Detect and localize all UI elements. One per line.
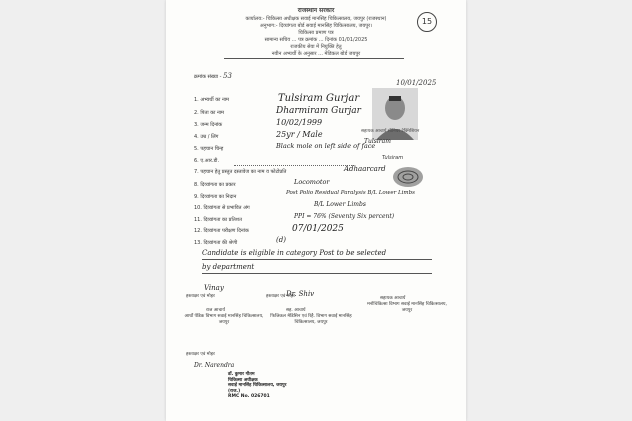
field-row xyxy=(194,156,454,166)
field-label: 6. ए.आर.डी. xyxy=(194,158,220,164)
official-seal xyxy=(228,372,288,400)
field-label: 3. जन्म दिनांक xyxy=(194,122,223,128)
header-line-5: सामान्य सचिव ... पत्र क्रमांक ... दिनांक 01/01/2025 xyxy=(264,37,368,43)
left-dept: आर्थो पेडिक विभाग सवाई मानसिंह चिकित्सालय, जयपुर xyxy=(184,314,264,325)
middle-dept: फिजिकल मेडिसिन एवं रिहै. विभाग सवाई मानसिंह चिकित्सालय, जयपुर xyxy=(270,314,352,325)
field-row xyxy=(194,120,454,130)
header-line-4: चिकित्सा प्रमाण पत्र xyxy=(298,30,334,36)
bottom-sign-label: हस्ताक्षर एवं मोहर xyxy=(186,352,215,357)
remark-line-2: by department xyxy=(202,263,255,271)
field-label: 9. दिव्यांगता का निदान xyxy=(194,194,237,200)
header-line-7: नवीन अभ्यर्थी के अनुसार ... मेडिकल बोर्ड जयपुर xyxy=(271,51,361,57)
seal-line-4: RMC No. 026701 xyxy=(228,394,270,399)
field-value: PPI = 76% (Seventy Six percent) xyxy=(294,213,395,220)
background-right xyxy=(466,0,632,421)
field-label: 11. दिव्यांगता का प्रतिशत xyxy=(194,217,242,223)
field-row xyxy=(194,108,454,118)
field-label: 5. पहचान चिन्ह xyxy=(194,146,224,152)
field-value: Post Polio Residual Paralysis B/L Lower Limbs xyxy=(286,190,415,196)
bottom-signature: Dr. Narendra xyxy=(194,362,235,369)
field-label: 12. दिव्यांगता परीक्षण दिनांक xyxy=(194,228,249,234)
seal-line-3: सवाई मानसिंह चिकित्सालय, जयपुर (राज.) xyxy=(228,383,287,394)
field-value: Locomotor xyxy=(294,178,330,186)
field-label: 7. पहचान हेतु प्रस्तुत दस्तावेज का नाम व फोटोप्रति xyxy=(194,169,287,175)
field-value: B/L Lower Limbs xyxy=(314,201,366,208)
remark-underline xyxy=(202,259,432,260)
certificate-document xyxy=(166,0,466,421)
header-line-3: अनुभाग:- दिव्यांगता बोर्ड सवाई मानसिंह चिकित्सालय, जयपुर। xyxy=(259,23,373,29)
left-signature: Vinay xyxy=(204,284,224,292)
thumb-signature: Tulsiram xyxy=(382,155,404,161)
field-label: 13. दिव्यांगता की श्रेणी xyxy=(194,240,238,246)
field-row xyxy=(194,144,454,154)
left-title: राज आचार्य xyxy=(206,308,226,313)
header-line-1: राजस्थान सरकार xyxy=(297,7,335,14)
middle-sign-label: हस्ताक्षर एवं मोहर xyxy=(266,294,295,299)
field-row xyxy=(194,203,454,213)
serial-value: 53 xyxy=(223,72,232,80)
background-left xyxy=(0,0,166,421)
thumbprint-icon xyxy=(391,166,425,188)
photo-stamp: सहायक आचार्य सीनियर टेक्निशियन xyxy=(361,129,420,134)
seal-line-2: चिकित्सा अधीक्षक xyxy=(228,377,258,383)
page-number: 15 xyxy=(417,12,437,32)
field-value: 25yr / Male xyxy=(276,130,323,139)
field-value: Dharmiram Gurjar xyxy=(276,106,361,116)
field-row xyxy=(194,226,454,236)
date-top: 10/01/2025 xyxy=(396,79,437,87)
field-label: 10. दिव्यांगता से प्रभावित अंग xyxy=(194,205,250,211)
header-underline xyxy=(224,58,404,59)
right-title: सहायक आचार्य xyxy=(380,296,406,301)
field-label: 1. अभ्यर्थी का नाम xyxy=(194,97,230,103)
header-line-6: राजकीय सेवा में नियुक्ति हेतु xyxy=(290,44,342,50)
field-line xyxy=(234,165,354,166)
seal-line-1: डॉ. कुमार गौतम xyxy=(228,372,255,377)
middle-title: सह. आचार्य xyxy=(286,308,306,313)
field-row xyxy=(194,95,454,105)
field-value: 10/02/1999 xyxy=(276,118,323,127)
field-value: 07/01/2025 xyxy=(292,224,344,234)
photo-signature: Tulsiram xyxy=(364,138,391,145)
field-row xyxy=(194,238,454,248)
remark-underline xyxy=(202,273,432,274)
serial-number: क्रमांक संख्या - 53 xyxy=(194,72,232,80)
field-value: Tulsiram Gurjar xyxy=(278,93,360,104)
serial-label: क्रमांक संख्या xyxy=(194,74,219,80)
middle-signature: Dr. Shiv xyxy=(286,290,315,298)
remark-line-1: Candidate is eligible in category Post to be selected xyxy=(202,249,387,257)
field-value: (d) xyxy=(276,236,286,244)
left-sign-label: हस्ताक्षर एवं मोहर xyxy=(186,294,215,299)
right-dept: मनोचिकित्सा विभाग सवाई मानसिंह चिकित्सालय, जयपुर xyxy=(367,302,447,313)
field-row xyxy=(194,132,454,142)
field-value: Adhaarcard xyxy=(344,165,386,173)
field-label: 8. दिव्यांगता का प्रकार xyxy=(194,182,236,188)
header-line-2: कार्यालय:- चिकित्सा अधीक्षक सवाई मानसिंह चिकित्सालय, जयपुर (राजस्थान) xyxy=(245,16,387,22)
field-value: Black mole on left side of face xyxy=(276,142,376,150)
field-label: 4. उम्र / लिंग xyxy=(194,134,219,140)
field-label: 2. पिता का नाम xyxy=(194,110,225,116)
